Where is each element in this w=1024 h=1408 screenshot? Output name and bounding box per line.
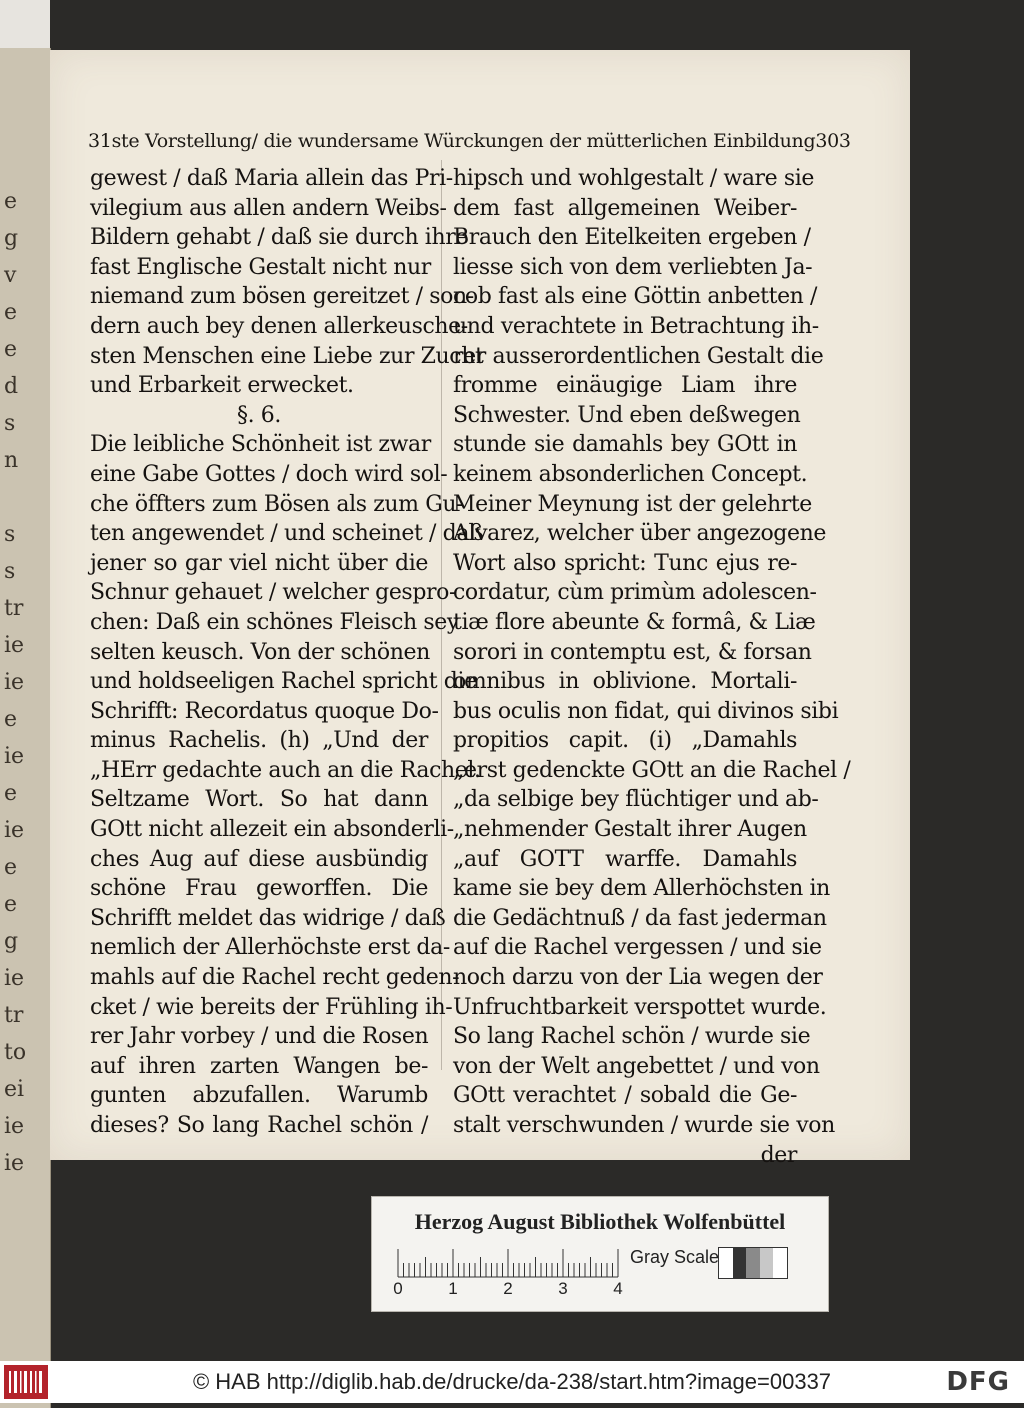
- left-column-line: Schnur gehauet / welcher gespro-: [90, 580, 457, 606]
- ruler-number: 4: [613, 1279, 623, 1298]
- previous-page-letter: d: [4, 374, 19, 399]
- left-column-line: sten Menschen eine Liebe zur Zucht: [90, 343, 484, 369]
- left-column-line: eine Gabe Gottes / doch wird sol-: [90, 461, 448, 487]
- ruler-number: 2: [503, 1279, 513, 1298]
- previous-page-letter: g: [4, 929, 19, 954]
- left-column-line: und Erbarkeit erwecket.: [90, 373, 354, 399]
- previous-page-letter: e: [4, 707, 18, 732]
- right-column-line: Wort also spricht: Tunc ejus re-: [453, 550, 797, 576]
- gray-scale-swatches: [718, 1247, 788, 1279]
- right-column-line: Schwester. Und eben deßwegen: [453, 402, 801, 428]
- ruler-number: 0: [393, 1279, 403, 1298]
- left-column-line: gunten abzufallen. Warumb: [90, 1083, 428, 1109]
- left-column-line: vilegium aus allen andern Weibs-: [90, 195, 447, 221]
- right-column-line: stunde sie damahls bey GOtt in: [453, 432, 797, 458]
- left-column-line: niemand zum bösen gereitzet / son-: [90, 284, 474, 310]
- library-name: Herzog August Bibliothek Wolfenbüttel: [414, 1209, 786, 1234]
- right-column-line: hipsch und wohlgestalt / ware sie: [453, 166, 815, 191]
- right-column-line: tiæ flore abeunte & formâ, & Liæ: [453, 609, 816, 635]
- left-column-line: gewest / daß Maria allein das Pri-: [90, 166, 453, 191]
- left-text-column: [90, 164, 484, 1141]
- right-column-line: noch darzu von der Lia wegen der: [453, 965, 823, 991]
- right-column-line: cob fast als eine Göttin anbetten /: [453, 284, 818, 310]
- running-head-title: 31ste Vorstellung/ die wundersame Würckungen der mütterlichen Einbildung: [88, 130, 816, 152]
- gray-swatch: [746, 1248, 760, 1278]
- left-column-line: nemlich der Allerhöchste erst da-: [90, 935, 450, 961]
- viewer-footer: [0, 1361, 1024, 1403]
- previous-page-letter: ie: [4, 744, 25, 769]
- right-column-line: „auf GOTT warffe. Damahls: [453, 846, 797, 872]
- previous-page-letter: v: [4, 263, 17, 288]
- previous-page-letter: e: [4, 781, 18, 806]
- right-column-line: der: [760, 1142, 797, 1168]
- page-number: 303: [815, 130, 851, 152]
- right-column-line: cordatur, cùm primùm adolescen-: [453, 580, 817, 606]
- right-column-line: Brauch den Eitelkeiten ergeben /: [453, 225, 811, 251]
- previous-page-letter: s: [4, 522, 16, 547]
- right-column-line: „erst gedenckte GOtt an die Rachel /: [453, 757, 851, 783]
- gray-swatch: [733, 1248, 747, 1278]
- right-column-line: bus oculis non fidat, qui divinos sibi: [453, 698, 839, 724]
- left-column-line: che öffters zum Bösen als zum Gu-: [90, 491, 464, 517]
- left-column-line: dieses? So lang Rachel schön /: [90, 1113, 428, 1138]
- previous-page-letter: tr: [4, 1003, 24, 1028]
- left-column-line: rer Jahr vorbey / und die Rosen: [90, 1024, 429, 1050]
- source-url[interactable]: © HAB http://diglib.hab.de/drucke/da-238/start.htm?image=00337: [192, 1369, 832, 1394]
- previous-page-letter: s: [4, 559, 16, 584]
- previous-page-letter: e: [4, 300, 18, 325]
- previous-page-letter: ie: [4, 670, 25, 695]
- right-column-line: keinem absonderlichen Concept.: [453, 461, 808, 487]
- previous-page-letter: g: [4, 226, 19, 251]
- previous-page-margin-letters: [4, 183, 28, 1182]
- previous-page-letter: n: [4, 448, 19, 473]
- left-column-line: Schrifft: Recordatus quoque Do-: [90, 698, 439, 724]
- previous-page-edge: [0, 48, 51, 1408]
- left-column-line: dern auch bey denen allerkeusche-: [90, 313, 468, 339]
- left-column-line: ten angewendet / und scheinet / daß: [90, 521, 484, 547]
- previous-page-letter: ie: [4, 818, 25, 843]
- previous-page-letter: ie: [4, 966, 25, 991]
- left-column-line: Die leibliche Schönheit ist zwar: [90, 432, 431, 458]
- left-column-line: schöne Frau geworffen. Die: [90, 876, 428, 902]
- previous-page-letter: e: [4, 855, 18, 880]
- ruler-ticks: [394, 1249, 624, 1279]
- gray-swatch: [760, 1248, 774, 1278]
- right-column-line: Meiner Meynung ist der gelehrte: [453, 491, 812, 517]
- library-label-card: [371, 1196, 829, 1312]
- previous-page-letter: tr: [4, 596, 24, 621]
- right-column-line: liesse sich von dem verliebten Ja-: [453, 254, 813, 280]
- right-column-line: und verachtete in Betrachtung ih-: [453, 313, 819, 339]
- previous-page-letter: ie: [4, 1114, 25, 1139]
- left-column-line: §. 6.: [237, 402, 281, 428]
- gray-swatch: [773, 1248, 787, 1278]
- ruler-number: 1: [448, 1279, 458, 1298]
- right-column-line: So lang Rachel schön / wurde sie: [453, 1024, 811, 1050]
- left-column-line: Schrifft meldet das widrige / daß: [90, 905, 446, 931]
- left-column-line: jener so gar viel nicht über die: [90, 550, 428, 576]
- previous-page-letter: ie: [4, 633, 25, 658]
- previous-page-letter: [4, 479, 28, 516]
- left-column-line: cket / wie bereits der Frühling ih-: [90, 994, 453, 1020]
- left-column-line: fast Englische Gestalt nicht nur: [90, 254, 431, 280]
- left-column-line: ches Aug auf diese ausbündig: [90, 846, 428, 872]
- measurement-ruler: [394, 1249, 624, 1305]
- previous-page-letter: e: [4, 892, 18, 917]
- right-column-line: Unfruchtbarkeit verspottet wurde.: [453, 994, 827, 1020]
- left-column-line: Bildern gehabt / daß sie durch ihre: [90, 225, 468, 251]
- previous-page-letter: e: [4, 337, 18, 362]
- ruler-number: 3: [558, 1279, 568, 1298]
- right-column-line: „da selbige bey flüchtiger und ab-: [453, 787, 819, 813]
- right-text-column: [453, 164, 851, 1170]
- running-head: [88, 130, 851, 152]
- left-column-line: und holdseeligen Rachel spricht die: [90, 669, 477, 695]
- left-column-line: minus Rachelis. (h) „Und der: [90, 728, 428, 754]
- right-column-line: fromme einäugige Liam ihre: [453, 373, 797, 399]
- right-column-line: kame sie bey dem Allerhöchsten in: [453, 876, 830, 902]
- previous-page-letter: to: [4, 1040, 27, 1065]
- left-column-line: „HErr gedachte auch an die Rachel.: [90, 757, 481, 783]
- ruler-numbers: [394, 1279, 624, 1301]
- right-column-line: sorori in contemptu est, & forsan: [453, 639, 812, 665]
- left-column-line: selten keusch. Von der schönen: [90, 639, 430, 665]
- right-column-line: auf die Rachel vergessen / und sie: [453, 935, 822, 961]
- dfg-logo: DFG: [946, 1367, 1010, 1397]
- right-column-line: Alvarez, welcher über angezogene: [453, 521, 826, 547]
- gray-scale-label: Gray Scale: [630, 1247, 720, 1267]
- left-column-line: chen: Daß ein schönes Fleisch sey: [90, 609, 459, 635]
- right-column-line: GOtt verachtet / sobald die Ge-: [453, 1083, 797, 1109]
- left-column-line: GOtt nicht allezeit ein absonderli-: [90, 817, 454, 843]
- right-column-line: stalt verschwunden / wurde sie von: [453, 1113, 835, 1138]
- right-column-line: rer ausserordentlichen Gestalt die: [453, 343, 824, 369]
- previous-page-letter: ie: [4, 1151, 25, 1176]
- left-column-line: Seltzame Wort. So hat dann: [90, 787, 428, 813]
- left-column-line: mahls auf die Rachel recht geden-: [90, 965, 460, 991]
- previous-page-letter: s: [4, 411, 16, 436]
- right-column-line: „nehmender Gestalt ihrer Augen: [453, 817, 807, 843]
- right-column-line: dem fast allgemeinen Weiber-: [453, 195, 797, 221]
- right-column-line: die Gedächtnuß / da fast jederman: [453, 905, 827, 931]
- right-column-line: propitios capit. (i) „Damahls: [453, 728, 797, 754]
- previous-page-letter: e: [4, 189, 18, 214]
- left-column-line: auf ihren zarten Wangen be-: [90, 1053, 428, 1079]
- previous-page-letter: ei: [4, 1077, 25, 1102]
- gray-swatch: [719, 1248, 733, 1278]
- right-column-line: omnibus in oblivione. Mortali-: [453, 669, 797, 695]
- right-column-line: von der Welt angebettet / und von: [453, 1053, 820, 1079]
